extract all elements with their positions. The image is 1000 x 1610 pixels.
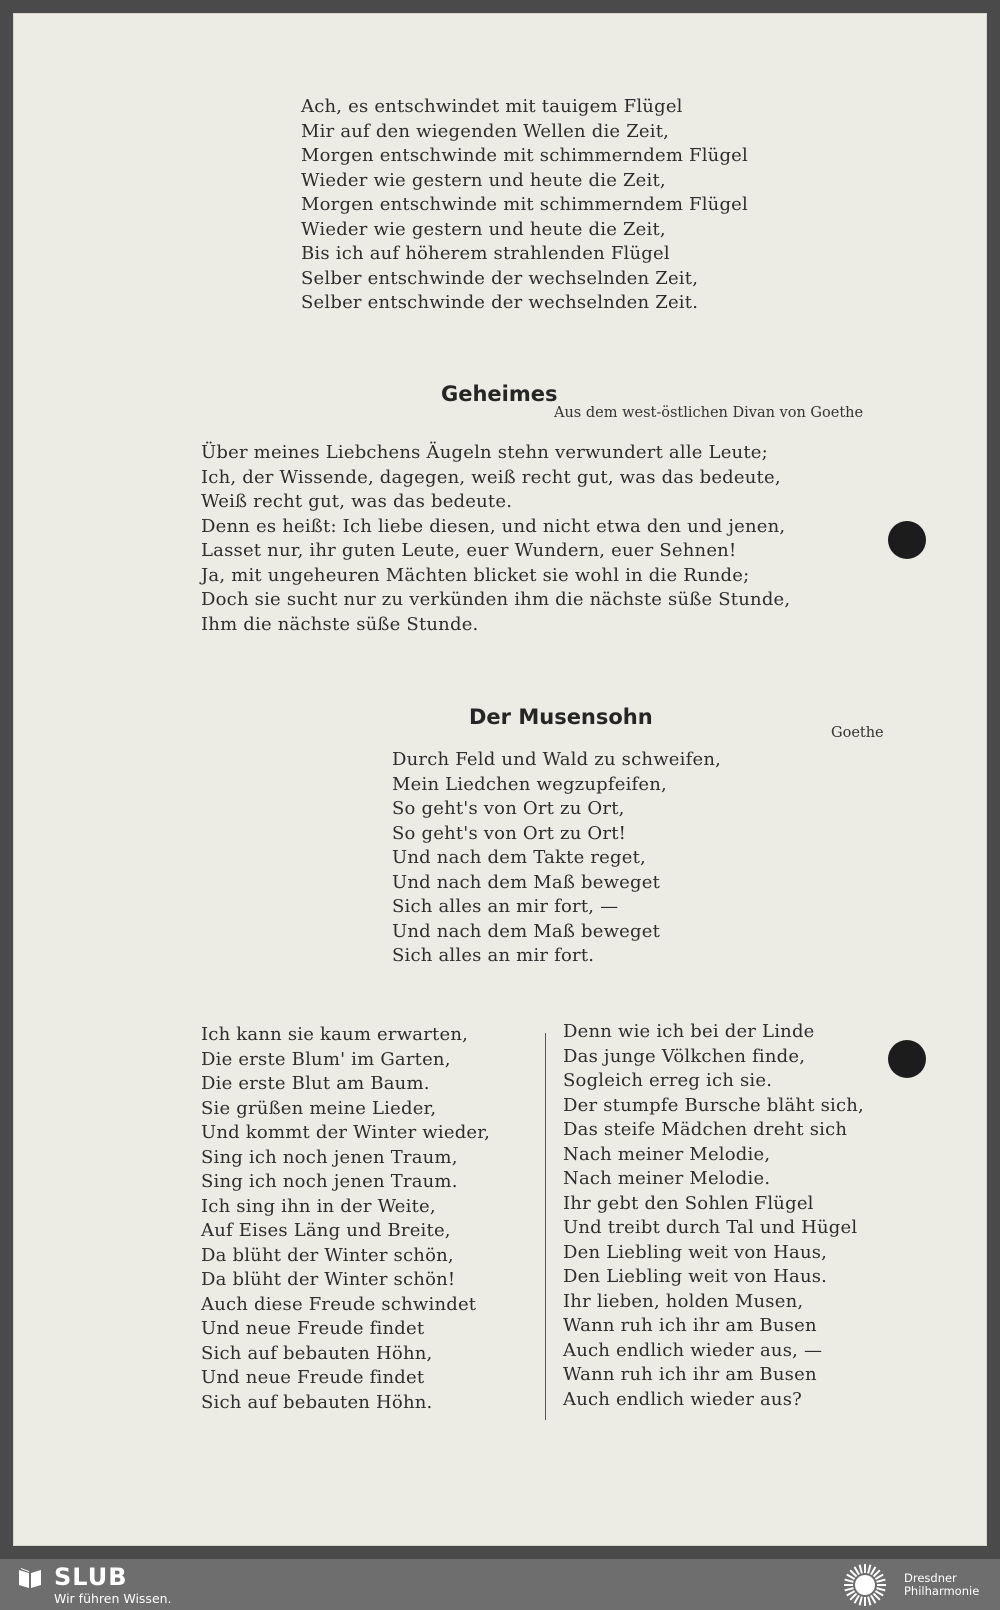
poem-line: Da blüht der Winter schön, xyxy=(201,1244,454,1266)
poem-line: Sie grüßen meine Lieder, xyxy=(201,1097,437,1119)
poem-line: Nach meiner Melodie. xyxy=(563,1168,771,1189)
poem-line: Über meines Liebchens Äugeln stehn verwundert alle Leute; xyxy=(201,442,768,463)
poem-2-stanza xyxy=(201,441,790,637)
poem-line: Sich auf bebauten Höhn, xyxy=(201,1342,433,1364)
poem-line: Ja, mit ungeheuren Mächten blicket sie wohl in die Runde; xyxy=(201,564,750,586)
poem-3-intro-stanza xyxy=(392,748,721,969)
poem-line: Mein Liedchen wegzupfeifen, xyxy=(392,773,667,795)
poem-line: Ich, der Wissende, dagegen, weiß recht gut, was das bedeute, xyxy=(201,466,781,488)
poem-line: Nach meiner Melodie, xyxy=(563,1143,771,1165)
poem-line: Wann ruh ich ihr am Busen xyxy=(563,1364,817,1385)
poem-line: Doch sie sucht nur zu verkünden ihm die nächste süße Stunde, xyxy=(201,589,791,610)
punch-hole-lower xyxy=(888,1040,926,1078)
poem-line: Ihm die nächste süße Stunde. xyxy=(201,613,479,635)
poem-line: Die erste Blut am Baum. xyxy=(201,1073,430,1094)
poem-line: Wieder wie gestern und heute die Zeit, xyxy=(301,169,666,191)
poem-line: Sich alles an mir fort, — xyxy=(392,896,619,917)
poem-line: Ich sing ihn in der Weite, xyxy=(201,1195,436,1217)
punch-hole-upper xyxy=(888,521,926,559)
poem-line: Auch endlich wieder aus? xyxy=(563,1388,802,1410)
poem-line: Und neue Freude findet xyxy=(201,1318,425,1339)
poem-line: Den Liebling weit von Haus, xyxy=(563,1241,828,1263)
poem-line: Und nach dem Maß beweget xyxy=(392,871,661,893)
poem-line: Selber entschwinde der wechselnden Zeit, xyxy=(301,267,699,289)
poem-line: Denn wie ich bei der Linde xyxy=(563,1021,815,1042)
poem-2-title: Geheimes xyxy=(441,382,558,406)
poem-3-left-column xyxy=(201,1023,490,1415)
poem-line: Ich kann sie kaum erwarten, xyxy=(201,1024,469,1045)
poem-line: Durch Feld und Wald zu schweifen, xyxy=(392,749,722,770)
poem-line: Auch endlich wieder aus, — xyxy=(563,1339,823,1361)
poem-line: Auf Eises Läng und Breite, xyxy=(201,1220,451,1241)
partner-name-line: Dresdner xyxy=(904,1571,957,1585)
poem-line: Sich auf bebauten Höhn. xyxy=(201,1391,433,1413)
column-divider xyxy=(545,1033,546,1420)
poem-3-right-column xyxy=(563,1020,864,1412)
poem-line: Bis ich auf höherem strahlenden Flügel xyxy=(301,243,670,264)
partner-name-line: Philharmonie xyxy=(904,1584,980,1598)
poem-line: Auch diese Freude schwindet xyxy=(201,1293,477,1315)
poem-line: Sogleich erreg ich sie. xyxy=(563,1070,773,1091)
poem-line: Ihr gebt den Sohlen Flügel xyxy=(563,1192,814,1214)
poem-1-stanza xyxy=(301,95,748,316)
book-icon xyxy=(18,1567,42,1589)
poem-3-title: Der Musensohn xyxy=(469,705,653,729)
poem-line: Lasset nur, ihr guten Leute, euer Wundern, euer Sehnen! xyxy=(201,540,737,561)
poem-line: Die erste Blum' im Garten, xyxy=(201,1048,451,1070)
poem-line: Und kommt der Winter wieder, xyxy=(201,1122,491,1143)
poem-line: Sich alles an mir fort. xyxy=(392,945,595,966)
partner-name xyxy=(904,1572,979,1598)
sunburst-logo-icon xyxy=(842,1562,888,1608)
poem-line: Wieder wie gestern und heute die Zeit, xyxy=(301,218,666,240)
footer-bar xyxy=(0,1559,1000,1610)
poem-line: Und treibt durch Tal und Hügel xyxy=(563,1217,858,1238)
poem-line: Mir auf den wiegenden Wellen die Zeit, xyxy=(301,120,670,142)
poem-2-attribution: Aus dem west-östlichen Divan von Goethe xyxy=(554,405,864,421)
poem-line: Da blüht der Winter schön! xyxy=(201,1269,456,1290)
poem-line: Morgen entschwinde mit schimmerndem Flügel xyxy=(301,194,748,215)
poem-line: Ach, es entschwindet mit tauigem Flügel xyxy=(301,96,683,117)
poem-line: Morgen entschwinde mit schimmerndem Flügel xyxy=(301,145,748,166)
poem-line: Selber entschwinde der wechselnden Zeit. xyxy=(301,292,699,313)
poem-3-attribution: Goethe xyxy=(831,725,884,741)
poem-line: Das junge Völkchen finde, xyxy=(563,1045,806,1067)
poem-line: Sing ich noch jenen Traum. xyxy=(201,1171,458,1192)
poem-line: Ihr lieben, holden Musen, xyxy=(563,1290,804,1312)
poem-line: Sing ich noch jenen Traum, xyxy=(201,1146,458,1168)
poem-line: Weiß recht gut, was das bedeute. xyxy=(201,491,513,512)
poem-line: Und neue Freude findet xyxy=(201,1367,425,1388)
document-page xyxy=(13,13,987,1546)
poem-line: Und nach dem Maß beweget xyxy=(392,920,661,942)
poem-line: So geht's von Ort zu Ort! xyxy=(392,822,627,844)
poem-line: Denn es heißt: Ich liebe diesen, und nicht etwa den und jenen, xyxy=(201,515,786,537)
slub-wordmark: SLUB xyxy=(54,1563,128,1591)
slub-tagline: Wir führen Wissen. xyxy=(54,1591,172,1606)
poem-line: Das steife Mädchen dreht sich xyxy=(563,1119,848,1140)
poem-line: Den Liebling weit von Haus. xyxy=(563,1266,828,1287)
poem-line: Und nach dem Takte reget, xyxy=(392,847,646,868)
poem-line: Der stumpfe Bursche bläht sich, xyxy=(563,1094,864,1116)
poem-line: Wann ruh ich ihr am Busen xyxy=(563,1315,817,1336)
poem-line: So geht's von Ort zu Ort, xyxy=(392,798,625,819)
